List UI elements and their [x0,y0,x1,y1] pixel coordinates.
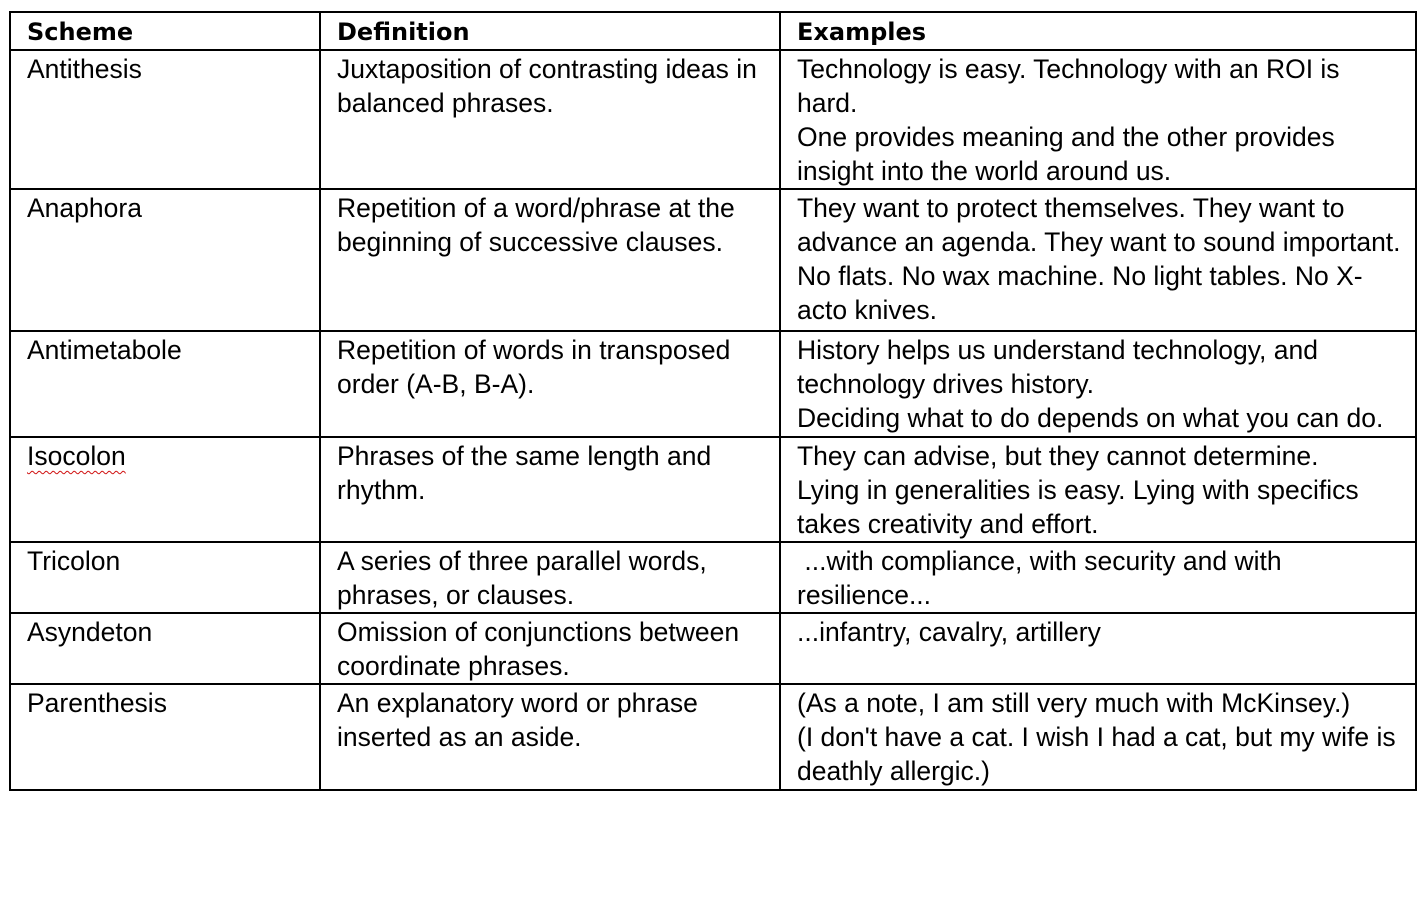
table-header-row [10,12,1416,50]
example-line: Technology is easy. Technology with an ROI is hard. [797,54,1340,118]
example-line: They can advise, but they cannot determine. [797,441,1319,471]
table-row [10,542,1416,613]
examples-cell [780,684,1416,790]
example-line: ...with compliance, with security and with resilience... [797,546,1289,610]
example-line: Lying in generalities is easy. Lying with specifics takes creativity and effort. [797,475,1359,539]
spellcheck-underlined-word[interactable]: Isocolon [27,441,126,471]
definition-cell: Repetition of words in transposed order (A-B, B-A). [320,331,780,437]
table-row [10,437,1416,542]
table-row [10,684,1416,790]
table-row [10,50,1416,189]
scheme-cell: Tricolon [10,542,320,613]
definition-cell: Juxtaposition of contrasting ideas in balanced phrases. [320,50,780,189]
definition-cell: Repetition of a word/phrase at the beginning of successive clauses. [320,189,780,331]
scheme-cell: Parenthesis [10,684,320,790]
examples-cell [780,542,1416,613]
examples-cell [780,50,1416,189]
scheme-cell: Anaphora [10,189,320,331]
scheme-cell: Asyndeton [10,613,320,684]
scheme-cell: Antithesis [10,50,320,189]
definition-cell: An explanatory word or phrase inserted as an aside. [320,684,780,790]
table-row [10,613,1416,684]
example-line: (I don't have a cat. I wish I had a cat, but my wife is deathly allergic.) [797,722,1396,786]
examples-cell [780,331,1416,437]
examples-cell [780,613,1416,684]
definition-cell: A series of three parallel words, phrases, or clauses. [320,542,780,613]
example-line: No flats. No wax machine. No light tables. No X-acto knives. [797,261,1363,325]
header-definition: Definition [320,12,780,50]
definition-cell: Phrases of the same length and rhythm. [320,437,780,542]
header-examples: Examples [780,12,1416,50]
example-line: (As a note, I am still very much with McKinsey.) [797,688,1351,718]
example-line: Deciding what to do depends on what you can do. [797,403,1384,433]
example-line: ...infantry, cavalry, artillery [797,617,1101,647]
definition-cell: Omission of conjunctions between coordinate phrases. [320,613,780,684]
rhetorical-schemes-table [9,11,1417,791]
header-scheme: Scheme [10,12,320,50]
example-line: History helps us understand technology, and technology drives history. [797,335,1318,399]
example-line: One provides meaning and the other provides insight into the world around us. [797,122,1335,186]
example-line: They want to protect themselves. They want to advance an agenda. They want to sound important. [797,193,1401,257]
scheme-cell [10,437,320,542]
table-row [10,189,1416,331]
examples-cell [780,189,1416,331]
scheme-cell: Antimetabole [10,331,320,437]
examples-cell [780,437,1416,542]
table-row [10,331,1416,437]
